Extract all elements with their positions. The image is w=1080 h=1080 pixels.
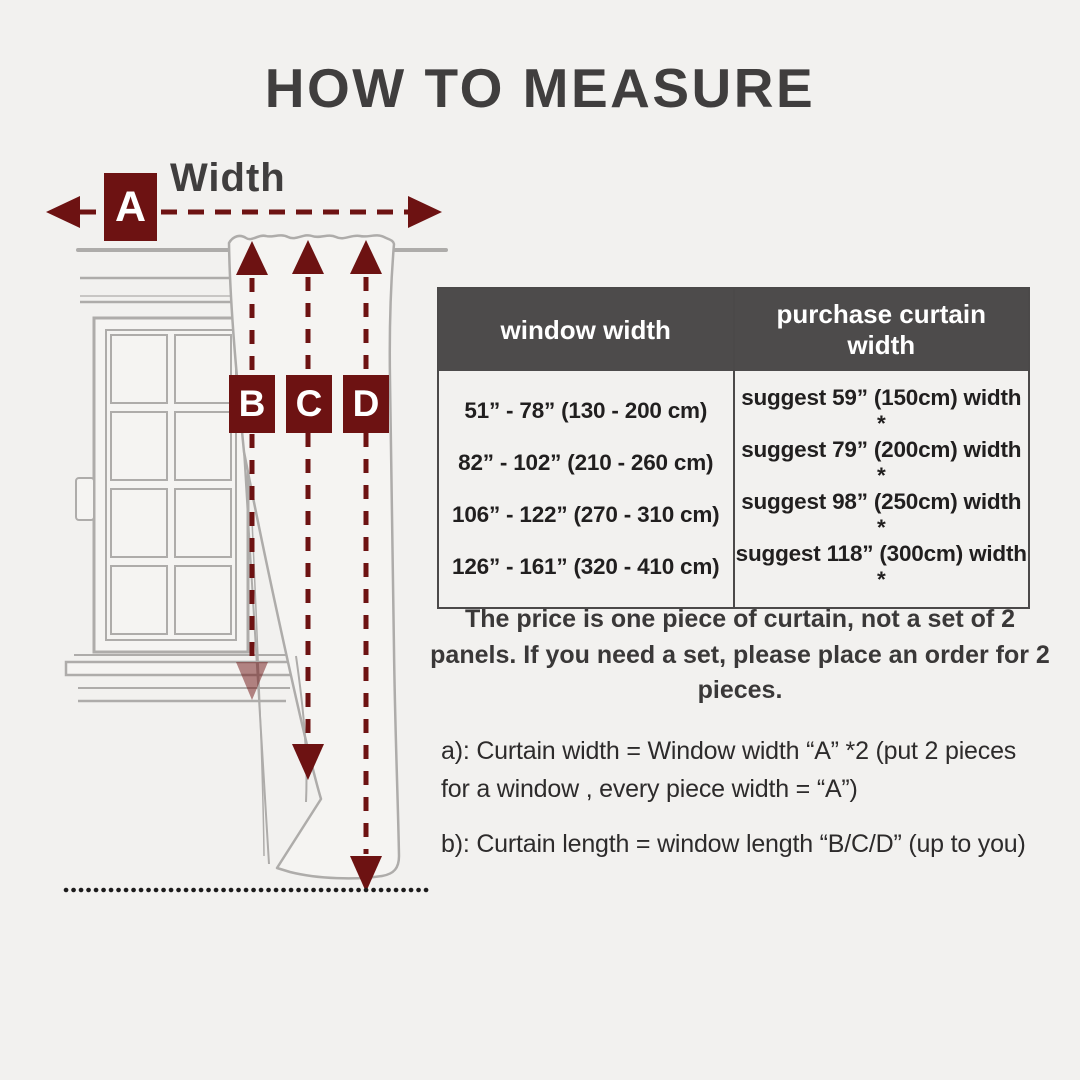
window-width-cell: 106” - 122” (270 - 310 cm) (452, 502, 720, 527)
window-width-cell: 126” - 161” (320 - 410 cm) (452, 554, 720, 579)
marker-c-badge: C (286, 375, 332, 433)
marker-b-badge: B (229, 375, 275, 433)
width-label: Width (170, 156, 286, 200)
table-header-row (438, 288, 1029, 371)
table-row (438, 541, 1029, 608)
window-width-cell: 82” - 102” (210 - 260 cm) (458, 450, 714, 475)
purchase-width-cell: suggest 79” (200cm) width * (734, 437, 1030, 489)
note-curtain-width: a): Curtain width = Window width “A” *2 (put 2 pieces for a window , every piece width = “A”) (441, 737, 1017, 803)
note-curtain-length: b): Curtain length = window length “B/C/D” (up to you) (441, 830, 1026, 858)
table-row (438, 489, 1029, 541)
table-row (438, 437, 1029, 489)
purchase-width-cell: suggest 59” (150cm) width * (734, 371, 1030, 437)
size-table (437, 287, 1030, 609)
window-width-cell: 51” - 78” (130 - 200 cm) (464, 398, 708, 423)
purchase-width-cell: suggest 118” (300cm) width * (734, 541, 1030, 608)
page-title: HOW TO MEASURE (264, 57, 816, 119)
price-note: The price is one piece of curtain, not a set of 2 panels. If you need a set, please place an order for 2 pieces. (430, 605, 1050, 704)
col-header-purchase-width: purchase curtain width (734, 288, 1030, 371)
table-row (438, 371, 1029, 437)
marker-a-badge: A (104, 173, 157, 241)
purchase-width-cell: suggest 98” (250cm) width * (734, 489, 1030, 541)
col-header-window-width: window width (438, 288, 734, 371)
marker-d-badge: D (343, 375, 389, 433)
